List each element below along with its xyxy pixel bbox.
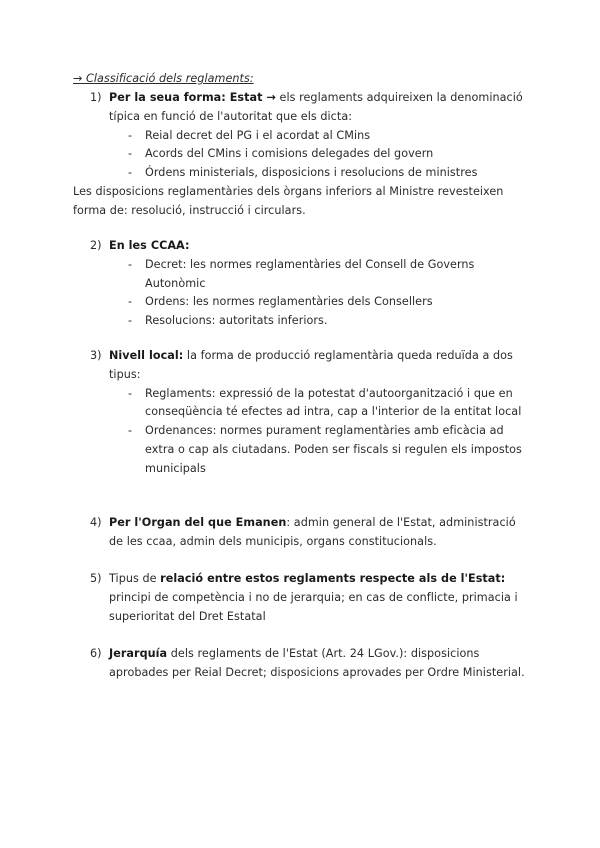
item-description: dels reglaments de l'Estat (Art. 24 LGov.): disposicions aprobades per Reial Decret; disposicions aprovades per Ordre Ministerial. bbox=[109, 647, 525, 679]
body-paragraph: Les disposicions reglamentàries dels òrgans inferiors al Ministre revesteixen forma de: resolució, instrucció i circulars. bbox=[73, 185, 504, 217]
item-description: els reglaments adquireixen la denominació típica en funció de l'autoritat que els dicta: bbox=[109, 91, 523, 123]
item-bold-label: Nivell local: bbox=[109, 349, 184, 362]
item-number: 2) bbox=[90, 239, 102, 252]
bullet-item bbox=[109, 385, 533, 423]
item-text bbox=[109, 347, 533, 385]
item-number: 4) bbox=[90, 516, 102, 529]
item-bold-label: Jerarquía bbox=[109, 647, 168, 660]
list-item-2 bbox=[73, 237, 533, 331]
item-text bbox=[109, 89, 533, 127]
item-description: principi de competència i no de jerarquia; en cas de conflicte, primacia i superioritat del Dret Estatal bbox=[109, 590, 518, 623]
section-heading: → Classificació dels reglaments: bbox=[73, 72, 254, 85]
item-text bbox=[109, 514, 533, 552]
bullet-text: Ordens: les normes reglamentàries dels Consellers bbox=[145, 295, 433, 309]
item-number: 3) bbox=[90, 349, 102, 362]
item-text bbox=[109, 570, 533, 626]
item-description: : admin general de l'Estat, administració de les ccaa, admin dels municipis, organs constitucionals. bbox=[109, 516, 516, 548]
item-bold-label: Per la seua forma: Estat → bbox=[109, 91, 276, 104]
item-text bbox=[109, 237, 533, 256]
list-item-5 bbox=[73, 570, 533, 626]
bullet-item bbox=[109, 422, 533, 478]
item-number: 6) bbox=[90, 647, 102, 660]
item-prefix: Tipus de bbox=[109, 572, 161, 585]
bullet-text: Decret: les normes reglamentàries del Consell de Governs Autonòmic bbox=[145, 257, 475, 290]
item-number: 5) bbox=[90, 572, 102, 585]
dash-icon: - bbox=[128, 147, 133, 161]
bullet-item bbox=[109, 256, 533, 294]
list-item-1 bbox=[73, 89, 533, 183]
dash-icon: - bbox=[128, 314, 133, 328]
item-text bbox=[109, 645, 533, 683]
bullet-text: Órdens ministerials, disposicions i resolucions de ministres bbox=[145, 166, 478, 180]
bullet-text: Reglaments: expressió de la potestat d'autoorganització i que en conseqüència té efectes ad intra, cap a l'interior de la entitat local bbox=[145, 386, 522, 419]
dash-icon: - bbox=[128, 386, 133, 400]
item-description: la forma de producció reglamentària queda reduïda a dos tipus: bbox=[109, 349, 513, 381]
bullet-text: Reial decret del PG i el acordat al CMins bbox=[145, 128, 371, 142]
dash-icon: - bbox=[128, 166, 133, 180]
dash-icon: - bbox=[128, 424, 133, 438]
dash-icon: - bbox=[128, 128, 133, 142]
bullet-item bbox=[109, 312, 533, 331]
item-bold-label: relació entre estos reglaments respecte als de l'Estat: bbox=[160, 572, 506, 585]
dash-icon: - bbox=[128, 295, 133, 309]
list-item-4 bbox=[73, 514, 533, 552]
bullet-item bbox=[109, 293, 533, 312]
bullet-item bbox=[109, 127, 533, 146]
item-bold-label: En les CCAA: bbox=[109, 239, 190, 252]
bullet-item bbox=[109, 164, 533, 183]
list-item-6 bbox=[73, 645, 533, 683]
bullet-item bbox=[109, 145, 533, 164]
item-number: 1) bbox=[90, 91, 102, 104]
dash-icon: - bbox=[128, 257, 133, 271]
item-bold-label: Per l'Organ del que Emanen bbox=[109, 516, 287, 529]
bullet-text: Acords del CMins i comisions delegades del govern bbox=[145, 147, 434, 161]
bullet-list bbox=[109, 385, 533, 479]
list-item-3 bbox=[73, 347, 533, 479]
bullet-text: Ordenances: normes purament reglamentàries amb eficàcia ad extra o cap als ciutadans. Poden ser fiscals si regulen els impostos municipals bbox=[145, 424, 522, 475]
bullet-list bbox=[109, 127, 533, 183]
bullet-list bbox=[109, 256, 533, 331]
bullet-text: Resolucions: autoritats inferiors. bbox=[145, 314, 328, 328]
